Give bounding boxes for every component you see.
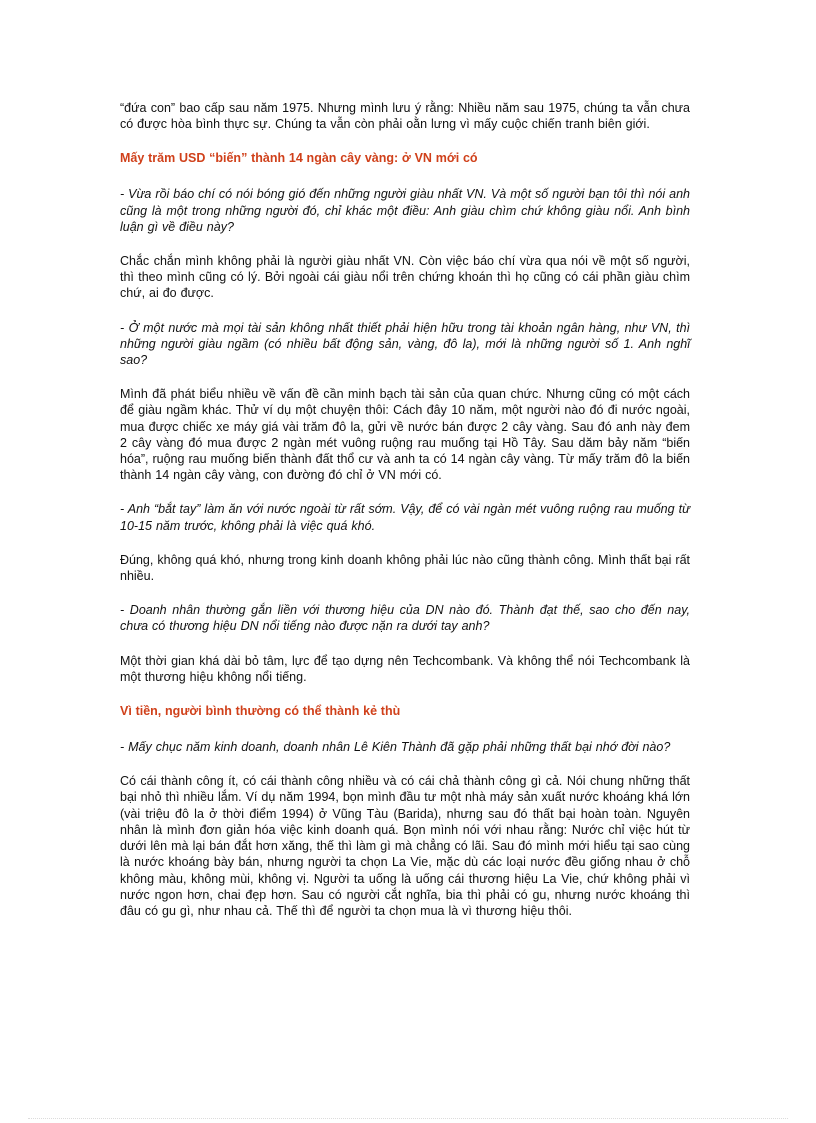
- interview-answer: Có cái thành công ít, có cái thành công nhiều và có cái chả thành công gì cả. Nói chung những thất bại nhỏ thì nhiều lắm. Ví dụ năm 1994, bọn mình đầu tư một nhà máy sản xuất nước khoáng khá lớn (vài triệu đô la ở thời điểm 1994) ở Vũng Tàu (Barida), nhưng sau đó thất bại hoàn toàn. Nguyên nhân là mình đơn giản hóa việc kinh doanh quá. Bọn mình nói với nhau rằng: Nước chỉ việc hút từ dưới lên mà lại bán đắt hơn xăng, thế thì làm gì mà chẳng có lãi. Sau đó mình mới hiểu tại sao cùng là nước khoáng bày bán, nhưng người ta chọn La Vie, mặc dù các loại nước đều giống nhau ở chỗ không màu, không mùi, không vị. Người ta uống là uống cái thương hiệu La Vie, chứ không phải vì nước ngon hơn, chai đẹp hơn. Sau có người cắt nghĩa, bia thì phải có gu, nhưng nước khoáng thì đâu có gu gì, như nhau cả. Thế thì để người ta chọn mua là vì thương hiệu thôi.: [120, 774, 690, 918]
- interview-question: - Anh “bắt tay” làm ăn với nước ngoài từ rất sớm. Vậy, để có vài ngàn mét vuông ruộng rau muống từ 10-15 năm trước, không phải là việc quá khó.: [120, 502, 690, 533]
- article-body: [120, 100, 690, 937]
- section-heading: Vì tiền, người bình thường có thể thành kẻ thù: [120, 704, 401, 719]
- interview-question: - Ở một nước mà mọi tài sản không nhất thiết phải hiện hữu trong tài khoản ngân hàng, như VN, thì những người giàu ngầm (có nhiều bất động sản, vàng, đô la), mới là những người số 1. Anh nghĩ sao?: [120, 320, 690, 368]
- interview-question: - Doanh nhân thường gắn liền với thương hiệu của DN nào đó. Thành đạt thế, sao cho đến nay, chưa có thương hiệu DN nổi tiếng nào được nặn ra dưới tay anh?: [120, 603, 690, 634]
- interview-answer: Mình đã phát biểu nhiều về vấn đề cần minh bạch tài sản của quan chức. Nhưng cũng có một cách để giàu ngầm khác. Thử ví dụ một chuyện thôi: Cách đây 10 năm, một người nào đó đi nước ngoài, mua được chiếc xe máy giá vài trăm đô la, gửi về nước bán được 2 cây vàng. Sau đó anh này đem 2 cây vàng đó mua được 2 ngàn mét vuông ruộng rau muống tại Hồ Tây. Sau dăm bảy năm “biến hóa”, ruộng rau muống biến thành đất thổ cư và anh ta có 14 ngàn cây vàng. Từ mấy trăm đô la biến thành 14 ngàn cây vàng, con đường đó chỉ ở VN mới có.: [120, 387, 690, 483]
- paragraph: “đứa con” bao cấp sau năm 1975. Nhưng mình lưu ý rằng: Nhiều năm sau 1975, chúng ta vẫn chưa có được hòa bình thực sự. Chúng ta vẫn còn phải oằn lưng vì mấy cuộc chiến tranh biên giới.: [120, 101, 690, 132]
- page-bottom-divider: [28, 1118, 788, 1119]
- section-heading: Mấy trăm USD “biến” thành 14 ngàn cây vàng: ở VN mới có: [120, 151, 478, 166]
- interview-question: - Mấy chục năm kinh doanh, doanh nhân Lê Kiên Thành đã gặp phải những thất bại nhớ đời nào?: [120, 740, 671, 755]
- interview-answer: Đúng, không quá khó, nhưng trong kinh doanh không phải lúc nào cũng thành công. Mình thất bại rất nhiều.: [120, 552, 690, 584]
- interview-answer: Chắc chắn mình không phải là người giàu nhất VN. Còn việc báo chí vừa qua nói về một số người, thì theo mình cũng có lý. Bởi ngoài cái giàu nổi trên chứng khoán thì họ cũng có cái phần giàu chìm chứ, ai đo được.: [120, 254, 690, 301]
- interview-question: - Vừa rồi báo chí có nói bóng gió đến những người giàu nhất VN. Và một số người bạn tôi thì nói anh cũng là một trong những người đó, chỉ khác một điều: Anh giàu chìm chứ không giàu nổi. Anh bình luận gì về điều này?: [120, 187, 690, 234]
- interview-answer: Một thời gian khá dài bỏ tâm, lực để tạo dựng nên Techcombank. Và không thể nói Techcombank là một thương hiệu không nổi tiếng.: [120, 653, 690, 684]
